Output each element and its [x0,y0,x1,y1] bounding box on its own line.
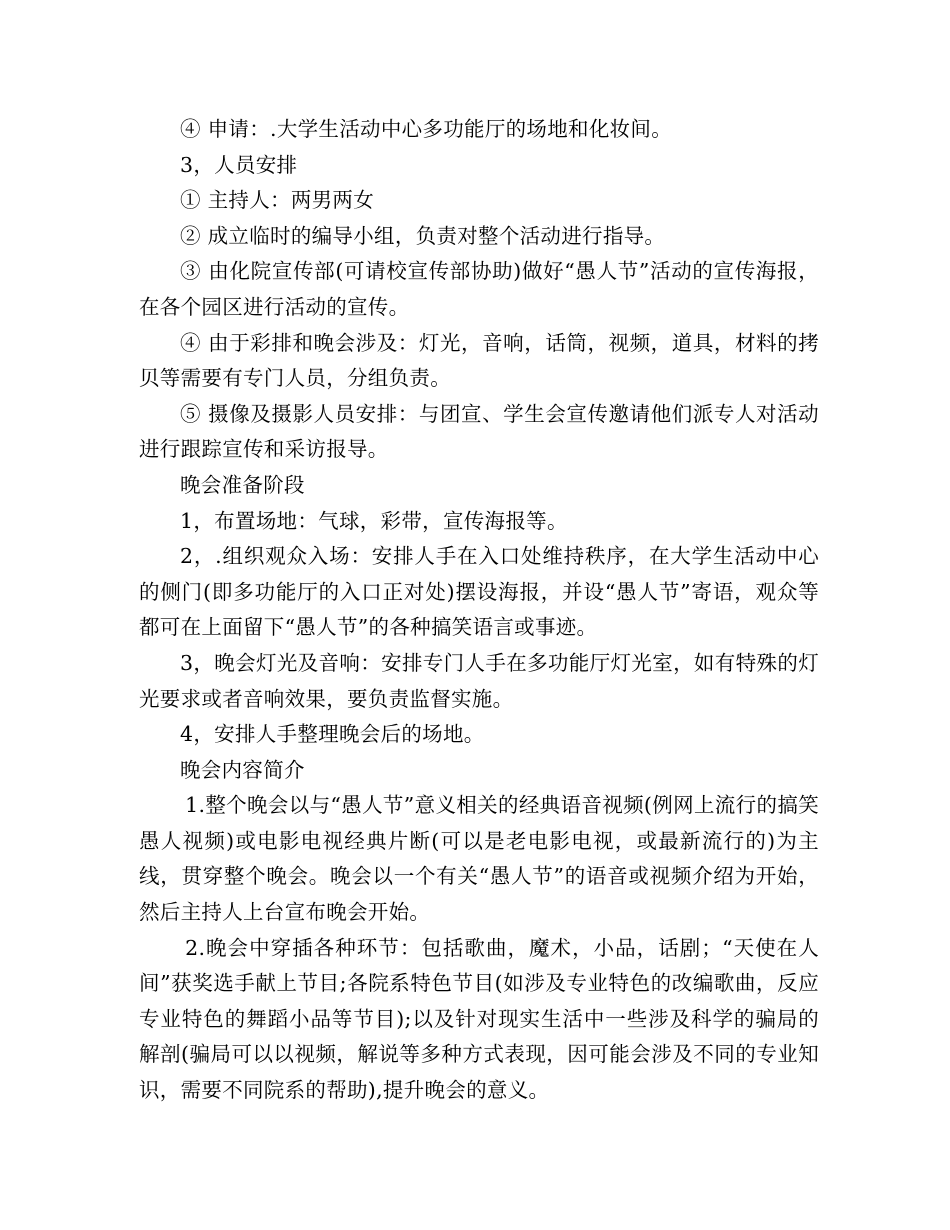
paragraph-audience-entry: 2，.组织观众入场：安排人手在入口处维持秩序，在大学生活动中心的侧门(即多功能厅的入口正对处)摆设海报，并设“愚人节”寄语，观众等都可在上面留下“愚人节”的各种搞笑语言或事迹。 [139,544,819,640]
document-body [139,112,819,1109]
paragraph-hosts: ① 主持人：两男两女 [180,188,375,213]
paragraph-main-thread: 1.整个晚会以与“愚人节”意义相关的经典语音视频(例网上流行的搞笑愚人视频)或电影电视经典片断(可以是老电影电视，或最新流行的)为主线，贯穿整个晚会。晚会以一个有关“愚人节”的语音或视频介绍为开始，然后主持人上台宣布晚会开始。 [139,793,819,925]
paragraph-publicity: ③ 由化院宣传部(可请校宣传部协助)做好“愚人节”活动的宣传海报，在各个园区进行活动的宣传。 [139,259,819,319]
paragraph-directing-group: ② 成立临时的编导小组，负责对整个活动进行指导。 [180,223,666,248]
paragraph-lighting-sound: 3，晚会灯光及音响：安排专门人手在多功能厅灯光室，如有特殊的灯光要求或者音响效果，要负责监督实施。 [139,650,819,711]
paragraph-program-segments: 2.晚会中穿插各种环节：包括歌曲，魔术，小品，话剧；“天使在人间”获奖选手献上节目;各院系特色节目(如涉及专业特色的改编歌曲，反应专业特色的舞蹈小品等节目);以及针对现实生活中一些涉及科学的骗局的解剖(骗局可以以视频，解说等多种方式表现，因可能会涉及不同的专业知识，需要不同院系的帮助),提升晚会的意义。 [139,935,819,1103]
heading-preparation-stage: 晚会准备阶段 [180,472,305,497]
heading-staff-arrangement: 3，人员安排 [180,152,298,177]
paragraph-cleanup: 4，安排人手整理晚会后的场地。 [180,722,485,747]
paragraph-venue-application: ④ 申请：.大学生活动中心多功能厅的场地和化妆间。 [180,117,673,141]
heading-content-overview: 晚会内容简介 [180,757,305,782]
paragraph-venue-setup: 1，布置场地：气球，彩带，宣传海报等。 [180,508,568,533]
paragraph-equipment-staff: ④ 由于彩排和晚会涉及：灯光，音响，话筒，视频，道具，材料的拷贝等需要有专门人员，分组负责。 [139,330,819,391]
paragraph-photography: ⑤ 摄像及摄影人员安排：与团宣、学生会宣传邀请他们派专人对活动进行跟踪宣传和采访报导。 [139,401,819,462]
